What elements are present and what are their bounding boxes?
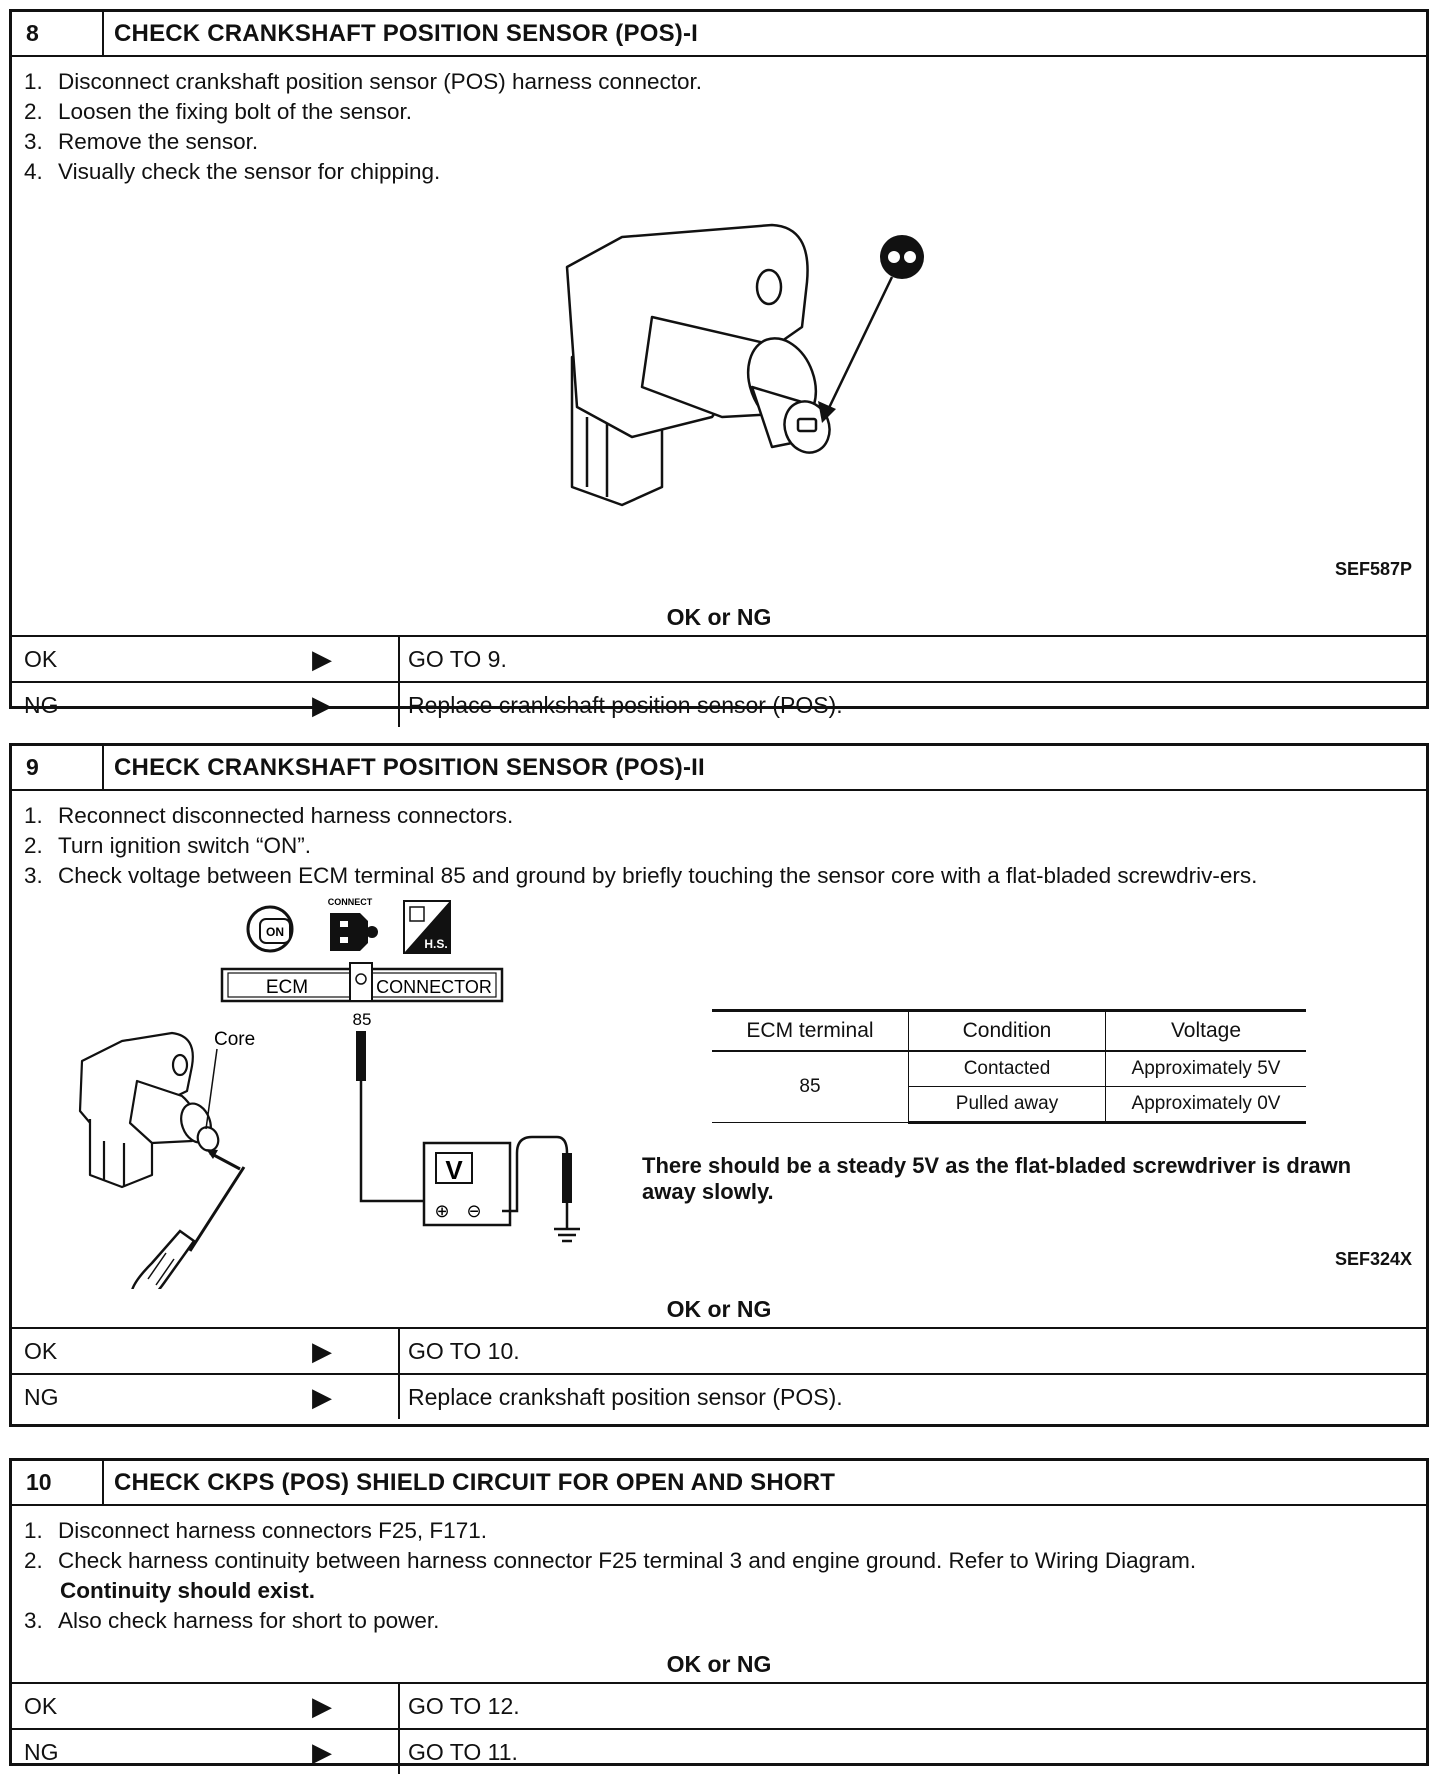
procedure-item: 3. Check voltage between ECM terminal 85 and ground by briefly touching the sensor core with a flat-bladed screwdriv-ers. [24,863,1258,888]
procedure-item: 1. Disconnect harness connectors F25, F171. [24,1518,487,1543]
table-row [712,1051,1306,1087]
voltage-check-diagram [12,891,652,1289]
negative-terminal: ⊖ [466,1201,482,1222]
result-row-ok [12,1329,1426,1373]
voltage-cell: Approximately 0V [1106,1087,1307,1123]
result-action: Replace crankshaft position sensor (POS). [398,683,1426,727]
svg-text:ON: ON [266,925,284,939]
result-label: OK [24,1337,58,1364]
step-number: 10 [12,1461,104,1504]
result-action: Replace crankshaft position sensor (POS). [398,1375,1426,1419]
procedure-item: 2. Loosen the fixing bolt of the sensor. [24,99,412,124]
connect-icon [328,897,378,951]
voltage-spec-table [712,1009,1306,1124]
arrow-right-icon: ▶ [312,1690,332,1721]
ignition-on-icon [248,907,292,951]
arrow-right-icon: ▶ [312,1736,332,1767]
step-number: 8 [12,12,104,55]
step-8-block [9,9,1429,720]
procedure-item: 1. Reconnect disconnected harness connectors. [24,803,514,828]
procedure-text: Check harness continuity between harness connector F25 terminal 3 and engine ground. Refer to Wiring Diagram. [58,1548,1197,1573]
step-header [12,1461,1426,1506]
procedure-list [12,791,1426,891]
result-row-ng [12,681,1426,727]
crankshaft-sensor-illustration [12,187,1426,597]
result-action: GO TO 9. [398,637,1426,681]
procedure-item: 2. Check harness continuity between harness connector F25 terminal 3 and engine ground. Refer to Wiring Diagram. [24,1548,1197,1573]
arrow-right-icon: ▶ [312,1335,332,1366]
svg-text:H.S.: H.S. [424,937,448,951]
step-title: CHECK CRANKSHAFT POSITION SENSOR (POS)-II [114,753,705,781]
steady-voltage-note: There should be a steady 5V as the flat-bladed screwdriver is drawn away slowly. [642,1153,1352,1204]
result-row-ng [12,1373,1426,1419]
procedure-note [24,1576,1426,1606]
ok-or-ng-label: OK or NG [12,1289,1426,1329]
result-action: GO TO 12. [398,1684,1426,1728]
positive-terminal: ⊕ [434,1201,450,1222]
arrow-right-icon: ▶ [312,1381,332,1412]
screwdriver-icon [131,1167,244,1289]
result-row-ok [12,637,1426,681]
condition-cell: Contacted [909,1051,1106,1087]
core-label: Core [214,1029,256,1050]
procedure-item: 1. Disconnect crankshaft position sensor (POS) harness connector. [24,69,703,94]
ecm-label: ECM [265,977,309,998]
step-10-block [9,1458,1429,1766]
result-label: NG [24,1738,59,1765]
voltmeter-label: V [445,1155,463,1185]
table-header: Voltage [1106,1011,1307,1052]
arrow-right-icon: ▶ [312,689,332,720]
harness-sensor-icon [404,901,450,953]
connector-label: CONNECTOR [376,977,492,997]
table-header: ECM terminal [712,1011,909,1052]
result-label: OK [24,645,58,672]
procedure-item: 2. Turn ignition switch “ON”. [24,833,311,858]
condition-cell: Pulled away [909,1087,1106,1123]
figure-id: SEF587P [1334,559,1412,579]
result-label: NG [24,1383,59,1410]
step-header [12,12,1426,57]
svg-text:CONNECT: CONNECT [327,897,373,907]
procedure-list [12,57,1426,187]
step-title: CHECK CKPS (POS) SHIELD CIRCUIT FOR OPEN AND SHORT [114,1468,836,1496]
terminal-cell: 85 [712,1051,909,1123]
arrow-right-icon: ▶ [312,643,332,674]
step-9-block [9,743,1429,1427]
procedure-list [12,1506,1426,1636]
procedure-item: 4. Visually check the sensor for chipping. [24,159,441,184]
voltage-check-figure [12,891,1426,1289]
ok-or-ng-label: OK or NG [12,597,1426,637]
procedure-item: 3. Remove the sensor. [24,129,259,154]
result-label: OK [24,1692,58,1719]
step-number: 9 [12,746,104,789]
result-label: NG [24,691,59,718]
ok-or-ng-label: OK or NG [12,1644,1426,1684]
result-row-ng [12,1728,1426,1774]
figure-id: SEF324X [1334,1249,1412,1269]
step-header [12,746,1426,791]
step-title: CHECK CRANKSHAFT POSITION SENSOR (POS)-I [114,19,699,47]
result-action: GO TO 11. [398,1730,1426,1774]
terminal-label: 85 [352,1010,372,1029]
continuity-note: Continuity should exist. [60,1578,316,1603]
result-row-ok [12,1684,1426,1728]
result-action: GO TO 10. [398,1329,1426,1373]
procedure-item: 3. Also check harness for short to power. [24,1608,440,1633]
table-header: Condition [909,1011,1106,1052]
sensor-figure [12,187,1426,597]
voltage-cell: Approximately 5V [1106,1051,1307,1087]
